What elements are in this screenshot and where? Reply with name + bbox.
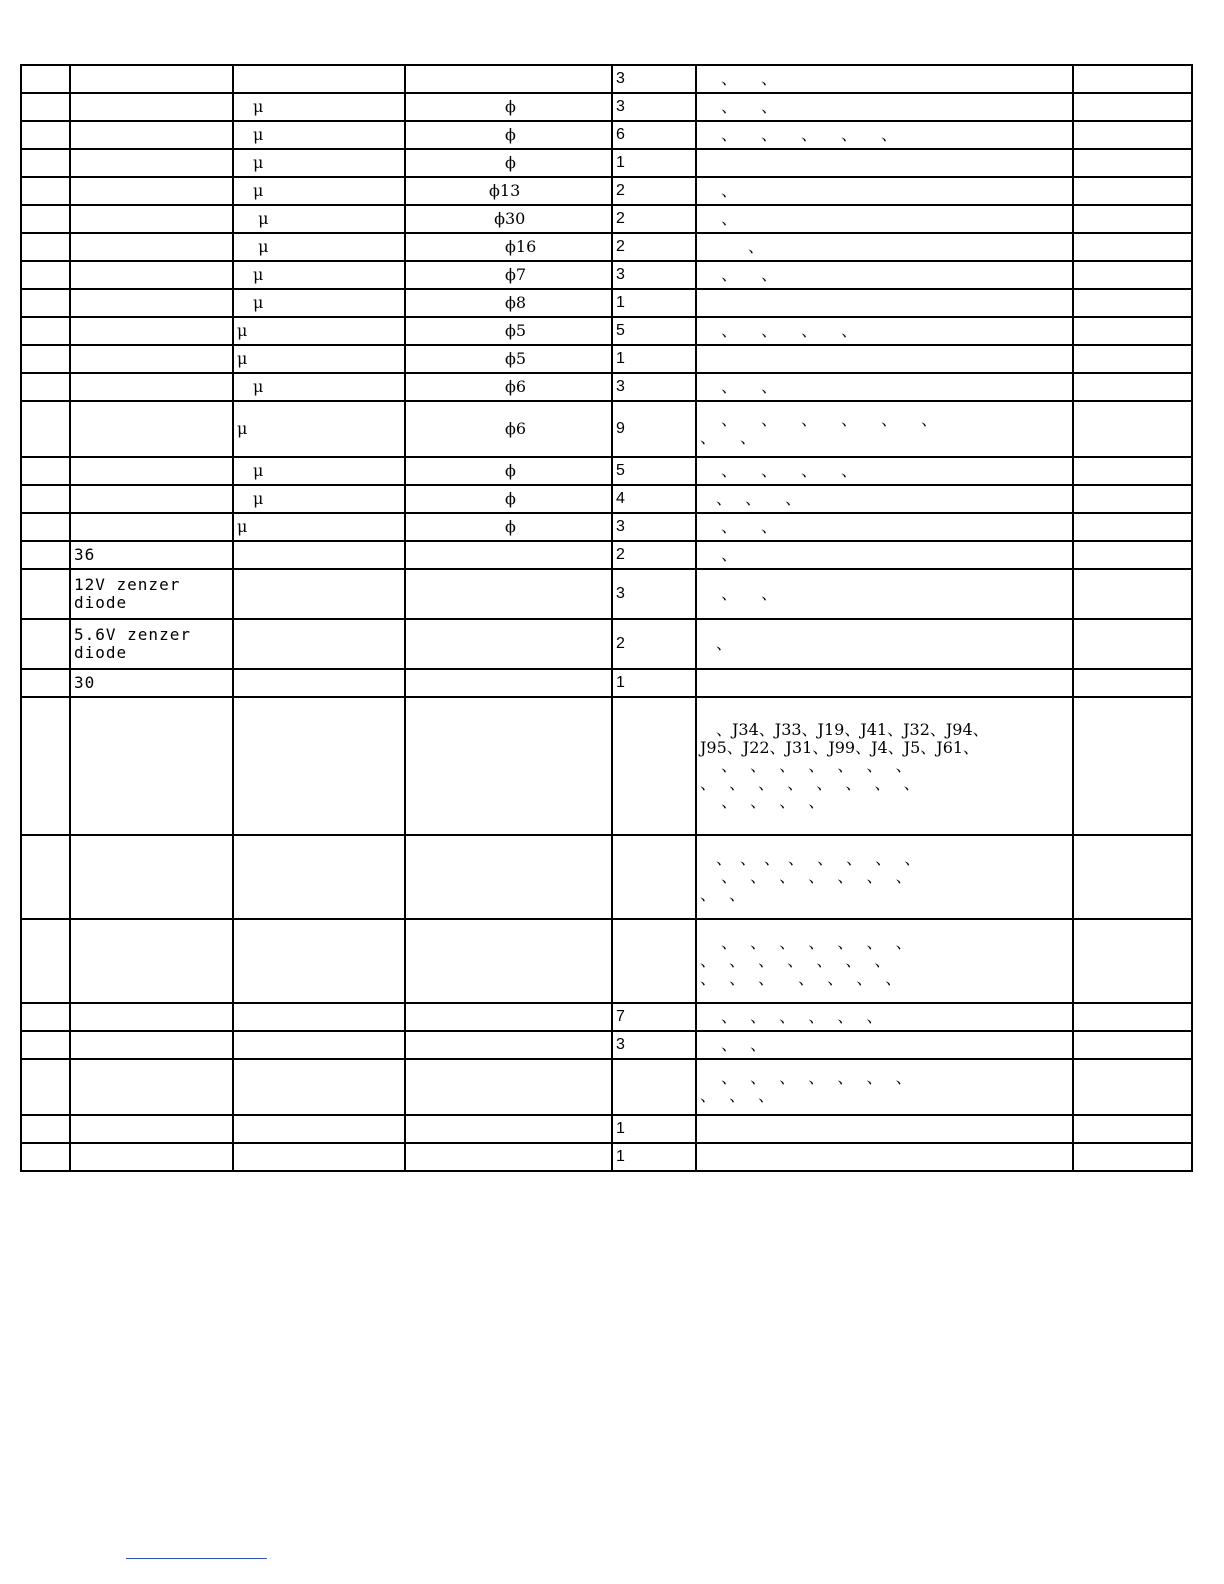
part-name-cell (70, 149, 233, 177)
part-spec-cell (405, 697, 612, 835)
part-value-cell: μ (233, 205, 405, 233)
table-row (21, 1143, 1192, 1171)
part-spec-cell (405, 619, 612, 669)
part-value-cell (233, 1059, 405, 1115)
remark-cell (1073, 1115, 1192, 1143)
remark-cell (1073, 619, 1192, 669)
item-no-cell (21, 697, 70, 835)
part-spec-cell: ϕ (405, 121, 612, 149)
reference-designator-cell: 、 (696, 541, 1073, 569)
table-row (21, 541, 1192, 569)
table-row (21, 401, 1192, 457)
part-value-cell: μ (233, 401, 405, 457)
remark-cell (1073, 485, 1192, 513)
part-value-cell: μ (233, 345, 405, 373)
remark-cell (1073, 1143, 1192, 1171)
remark-cell (1073, 345, 1192, 373)
remark-cell (1073, 541, 1192, 569)
remark-cell (1073, 289, 1192, 317)
reference-designator-cell: 、 、 、 、 、 、 、 、 、 、 、 、 、 、 、 、 、 (696, 835, 1073, 919)
remark-cell (1073, 401, 1192, 457)
table-row (21, 317, 1192, 345)
item-no-cell (21, 373, 70, 401)
quantity-cell: 5 (612, 317, 696, 345)
part-value-cell (233, 541, 405, 569)
part-spec-cell (405, 1031, 612, 1059)
part-spec-cell: ϕ6 (405, 373, 612, 401)
quantity-cell (612, 697, 696, 835)
table-row (21, 289, 1192, 317)
part-spec-cell: ϕ8 (405, 289, 612, 317)
item-no-cell (21, 669, 70, 697)
part-spec-cell (405, 1059, 612, 1115)
part-name-cell (70, 1031, 233, 1059)
bom-table-body (21, 65, 1192, 1171)
remark-cell (1073, 149, 1192, 177)
quantity-cell: 3 (612, 261, 696, 289)
part-value-cell: μ (233, 513, 405, 541)
item-no-cell (21, 1031, 70, 1059)
reference-designator-cell: 、 、 、 、 (696, 317, 1073, 345)
part-name-cell (70, 93, 233, 121)
footer-link-underline[interactable] (126, 1558, 267, 1559)
remark-cell (1073, 1059, 1192, 1115)
remark-cell (1073, 93, 1192, 121)
part-name-cell: 5.6V zenzer diode (70, 619, 233, 669)
item-no-cell (21, 485, 70, 513)
item-no-cell (21, 1143, 70, 1171)
remark-cell (1073, 513, 1192, 541)
part-spec-cell: ϕ6 (405, 401, 612, 457)
table-row (21, 697, 1192, 835)
part-value-cell (233, 1031, 405, 1059)
item-no-cell (21, 541, 70, 569)
reference-designator-cell: 、 、 (696, 65, 1073, 93)
part-spec-cell: ϕ (405, 513, 612, 541)
reference-designator-cell (696, 1115, 1073, 1143)
item-no-cell (21, 317, 70, 345)
table-row (21, 261, 1192, 289)
part-value-cell (233, 697, 405, 835)
part-spec-cell: ϕ30 (405, 205, 612, 233)
part-name-cell (70, 1115, 233, 1143)
reference-designator-cell (696, 149, 1073, 177)
part-spec-cell (405, 1003, 612, 1031)
remark-cell (1073, 457, 1192, 485)
part-spec-cell (405, 65, 612, 93)
part-value-cell (233, 619, 405, 669)
reference-designator-cell: 、 、 (696, 569, 1073, 619)
item-no-cell (21, 177, 70, 205)
part-spec-cell (405, 1115, 612, 1143)
table-row (21, 233, 1192, 261)
item-no-cell (21, 569, 70, 619)
table-row (21, 149, 1192, 177)
quantity-cell: 1 (612, 345, 696, 373)
table-row (21, 569, 1192, 619)
part-name-cell (70, 457, 233, 485)
part-name-cell (70, 697, 233, 835)
part-name-cell (70, 261, 233, 289)
table-row (21, 669, 1192, 697)
item-no-cell (21, 233, 70, 261)
reference-designator-cell: 、 、 (696, 93, 1073, 121)
part-spec-cell (405, 541, 612, 569)
part-value-cell: μ (233, 317, 405, 345)
part-value-cell: μ (233, 177, 405, 205)
table-row (21, 1031, 1192, 1059)
part-value-cell (233, 569, 405, 619)
quantity-cell: 1 (612, 1115, 696, 1143)
part-name-cell (70, 373, 233, 401)
quantity-cell: 2 (612, 541, 696, 569)
reference-designator-cell: 、 、 、 、 、 、 (696, 1003, 1073, 1031)
remark-cell (1073, 697, 1192, 835)
remark-cell (1073, 177, 1192, 205)
part-value-cell: μ (233, 457, 405, 485)
part-name-cell (70, 121, 233, 149)
quantity-cell: 3 (612, 1031, 696, 1059)
item-no-cell (21, 1115, 70, 1143)
item-no-cell (21, 345, 70, 373)
part-spec-cell (405, 835, 612, 919)
reference-designator-cell: 、 、 (696, 261, 1073, 289)
part-name-cell (70, 919, 233, 1003)
table-row (21, 619, 1192, 669)
reference-designator-cell: 、 (696, 619, 1073, 669)
part-value-cell: μ (233, 233, 405, 261)
part-value-cell: μ (233, 289, 405, 317)
part-name-cell: 12V zenzer diode (70, 569, 233, 619)
part-name-cell (70, 65, 233, 93)
part-spec-cell (405, 669, 612, 697)
reference-designator-cell: 、 (696, 177, 1073, 205)
part-name-cell (70, 835, 233, 919)
table-row (21, 1003, 1192, 1031)
part-value-cell (233, 669, 405, 697)
table-row (21, 373, 1192, 401)
item-no-cell (21, 919, 70, 1003)
quantity-cell: 3 (612, 65, 696, 93)
quantity-cell: 4 (612, 485, 696, 513)
item-no-cell (21, 1003, 70, 1031)
item-no-cell (21, 121, 70, 149)
part-value-cell (233, 65, 405, 93)
table-row (21, 65, 1192, 93)
part-name-cell (70, 345, 233, 373)
remark-cell (1073, 835, 1192, 919)
reference-designator-cell (696, 1143, 1073, 1171)
quantity-cell: 3 (612, 513, 696, 541)
part-name-cell (70, 317, 233, 345)
item-no-cell (21, 205, 70, 233)
part-spec-cell (405, 919, 612, 1003)
table-row (21, 485, 1192, 513)
item-no-cell (21, 261, 70, 289)
remark-cell (1073, 121, 1192, 149)
quantity-cell: 5 (612, 457, 696, 485)
part-name-cell: 30 (70, 669, 233, 697)
quantity-cell: 6 (612, 121, 696, 149)
table-row (21, 93, 1192, 121)
quantity-cell: 1 (612, 669, 696, 697)
table-row (21, 457, 1192, 485)
part-spec-cell: ϕ5 (405, 317, 612, 345)
quantity-cell: 1 (612, 289, 696, 317)
part-value-cell: μ (233, 261, 405, 289)
part-value-cell (233, 835, 405, 919)
reference-designator-cell: 、 (696, 233, 1073, 261)
remark-cell (1073, 317, 1192, 345)
part-value-cell (233, 1115, 405, 1143)
item-no-cell (21, 149, 70, 177)
bom-table (20, 64, 1193, 1172)
reference-designator-cell (696, 669, 1073, 697)
part-spec-cell: ϕ13 (405, 177, 612, 205)
item-no-cell (21, 835, 70, 919)
quantity-cell: 3 (612, 373, 696, 401)
part-name-cell (70, 1143, 233, 1171)
remark-cell (1073, 205, 1192, 233)
table-row (21, 919, 1192, 1003)
reference-designator-cell: 、 、 (696, 1031, 1073, 1059)
table-row (21, 1059, 1192, 1115)
part-value-cell: μ (233, 373, 405, 401)
item-no-cell (21, 457, 70, 485)
part-spec-cell: ϕ (405, 93, 612, 121)
quantity-cell: 2 (612, 233, 696, 261)
reference-designator-cell (696, 289, 1073, 317)
table-row (21, 835, 1192, 919)
reference-designator-cell: 、 、 (696, 373, 1073, 401)
table-row (21, 345, 1192, 373)
remark-cell (1073, 65, 1192, 93)
part-value-cell: μ (233, 149, 405, 177)
quantity-cell: 3 (612, 93, 696, 121)
remark-cell (1073, 1031, 1192, 1059)
quantity-cell: 9 (612, 401, 696, 457)
quantity-cell: 1 (612, 149, 696, 177)
table-row (21, 513, 1192, 541)
quantity-cell (612, 835, 696, 919)
part-name-cell (70, 1059, 233, 1115)
reference-designator-cell: 、J34、J33、J19、J41、J32、J94、 J95、J22、J31、J99、J4、J5、J61、 、 、 、 、 、 、 、 、 、 、 、 、 、 、 、 、 、 、 、 (696, 697, 1073, 835)
part-spec-cell: ϕ (405, 149, 612, 177)
remark-cell (1073, 233, 1192, 261)
reference-designator-cell (696, 345, 1073, 373)
remark-cell (1073, 669, 1192, 697)
part-spec-cell (405, 1143, 612, 1171)
reference-designator-cell: 、 、 、 (696, 485, 1073, 513)
quantity-cell: 2 (612, 205, 696, 233)
part-spec-cell: ϕ5 (405, 345, 612, 373)
reference-designator-cell: 、 、 、 、 、 (696, 121, 1073, 149)
quantity-cell: 7 (612, 1003, 696, 1031)
table-row (21, 205, 1192, 233)
reference-designator-cell: 、 、 、 、 、 、 、 、 、 、 、 、 、 、 、 、 、 、 、 、 、 (696, 919, 1073, 1003)
part-spec-cell: ϕ16 (405, 233, 612, 261)
part-spec-cell: ϕ (405, 485, 612, 513)
part-name-cell (70, 289, 233, 317)
part-name-cell (70, 205, 233, 233)
reference-designator-cell: 、 、 、 、 、 、 、 、 、 、 (696, 1059, 1073, 1115)
part-value-cell: μ (233, 485, 405, 513)
table-row (21, 121, 1192, 149)
part-name-cell (70, 177, 233, 205)
item-no-cell (21, 289, 70, 317)
part-spec-cell: ϕ7 (405, 261, 612, 289)
part-name-cell (70, 513, 233, 541)
remark-cell (1073, 1003, 1192, 1031)
item-no-cell (21, 65, 70, 93)
item-no-cell (21, 93, 70, 121)
remark-cell (1073, 569, 1192, 619)
item-no-cell (21, 619, 70, 669)
quantity-cell (612, 1059, 696, 1115)
part-spec-cell: ϕ (405, 457, 612, 485)
part-value-cell: μ (233, 93, 405, 121)
reference-designator-cell: 、 、 、 、 、 、 、 、 (696, 401, 1073, 457)
item-no-cell (21, 513, 70, 541)
part-name-cell (70, 401, 233, 457)
quantity-cell: 2 (612, 177, 696, 205)
reference-designator-cell: 、 (696, 205, 1073, 233)
part-name-cell (70, 1003, 233, 1031)
reference-designator-cell: 、 、 、 、 (696, 457, 1073, 485)
remark-cell (1073, 919, 1192, 1003)
remark-cell (1073, 261, 1192, 289)
quantity-cell (612, 919, 696, 1003)
part-value-cell (233, 1143, 405, 1171)
table-row (21, 177, 1192, 205)
table-row (21, 1115, 1192, 1143)
quantity-cell: 2 (612, 619, 696, 669)
part-spec-cell (405, 569, 612, 619)
part-value-cell (233, 1003, 405, 1031)
item-no-cell (21, 401, 70, 457)
part-value-cell: μ (233, 121, 405, 149)
part-name-cell (70, 485, 233, 513)
item-no-cell (21, 1059, 70, 1115)
part-value-cell (233, 919, 405, 1003)
reference-designator-cell: 、 、 (696, 513, 1073, 541)
part-name-cell (70, 233, 233, 261)
quantity-cell: 1 (612, 1143, 696, 1171)
part-name-cell: 36 (70, 541, 233, 569)
remark-cell (1073, 373, 1192, 401)
quantity-cell: 3 (612, 569, 696, 619)
